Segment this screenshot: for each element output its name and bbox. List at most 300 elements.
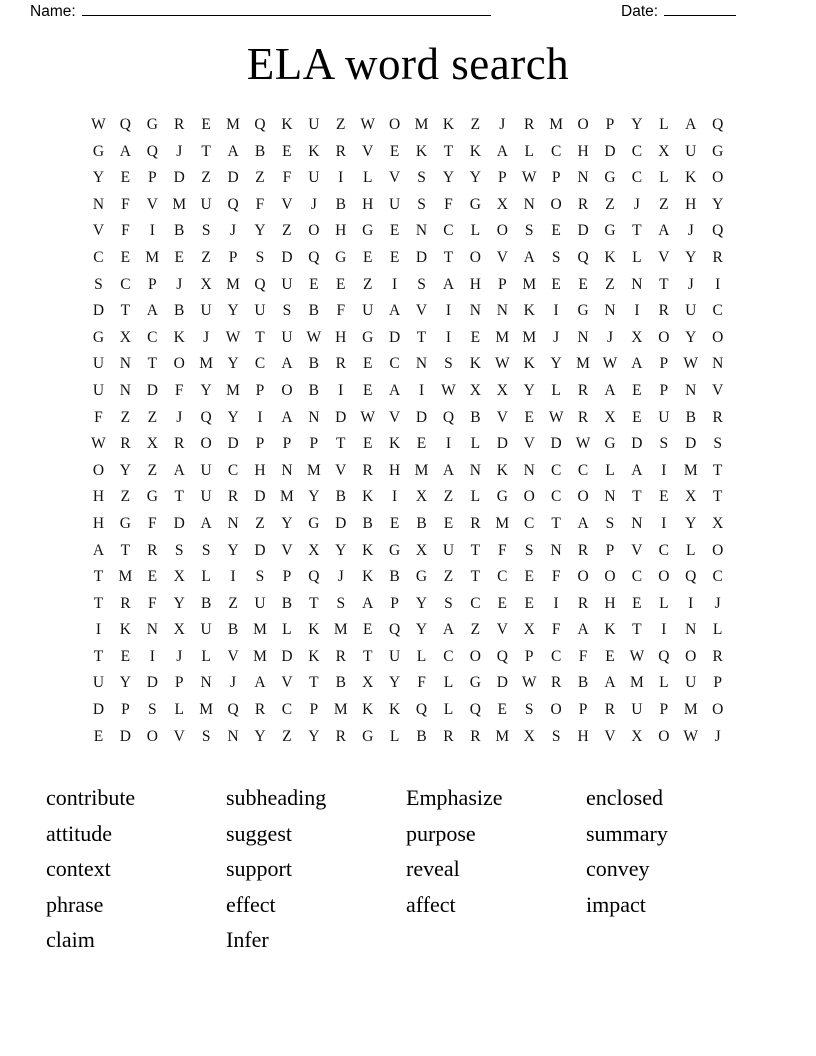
date-blank-rule[interactable] xyxy=(664,2,736,16)
grid-letter[interactable]: E xyxy=(362,381,373,399)
grid-letter[interactable]: N xyxy=(415,222,428,240)
grid-letter[interactable]: D xyxy=(281,248,293,266)
grid-letter[interactable]: B xyxy=(308,355,319,373)
grid-letter[interactable]: O xyxy=(469,248,481,266)
grid-letter[interactable]: Y xyxy=(173,594,185,612)
grid-letter[interactable]: G xyxy=(604,435,616,453)
grid-letter[interactable]: Z xyxy=(255,514,265,532)
grid-letter[interactable]: Y xyxy=(227,302,239,320)
grid-letter[interactable]: W xyxy=(629,647,645,665)
grid-letter[interactable]: M xyxy=(145,248,160,266)
grid-letter[interactable]: L xyxy=(470,222,481,240)
grid-letter[interactable]: G xyxy=(146,488,158,506)
grid-letter[interactable]: Q xyxy=(254,275,266,293)
grid-letter[interactable]: I xyxy=(149,647,155,665)
grid-letter[interactable]: H xyxy=(604,594,616,612)
grid-letter[interactable]: S xyxy=(255,248,265,266)
grid-letter[interactable]: Q xyxy=(469,701,481,719)
grid-letter[interactable]: M xyxy=(576,355,590,373)
grid-letter[interactable]: W xyxy=(91,116,106,133)
grid-letter[interactable]: E xyxy=(336,275,346,293)
grid-letter[interactable]: R xyxy=(254,701,266,719)
grid-letter[interactable]: A xyxy=(281,408,293,426)
grid-letter[interactable]: X xyxy=(308,541,320,559)
grid-letter[interactable]: W xyxy=(494,355,510,373)
grid-letter[interactable]: D xyxy=(254,541,266,559)
grid-letter[interactable]: K xyxy=(685,169,697,187)
grid-letter[interactable]: T xyxy=(416,328,427,346)
grid-letter[interactable]: K xyxy=(604,621,616,639)
grid-letter[interactable]: R xyxy=(470,514,481,532)
grid-letter[interactable]: J xyxy=(714,727,721,745)
grid-letter[interactable]: X xyxy=(173,621,185,639)
grid-letter[interactable]: L xyxy=(686,541,696,559)
grid-letter[interactable]: O xyxy=(550,195,562,213)
grid-letter[interactable]: M xyxy=(630,674,644,692)
grid-letter[interactable]: H xyxy=(389,461,401,479)
grid-letter[interactable]: E xyxy=(524,594,534,612)
grid-letter[interactable]: G xyxy=(362,727,374,745)
grid-letter[interactable]: A xyxy=(631,461,643,479)
grid-letter[interactable]: L xyxy=(282,621,292,639)
grid-letter[interactable]: X xyxy=(173,568,185,586)
grid-letter[interactable]: F xyxy=(336,302,346,320)
grid-letter[interactable]: K xyxy=(362,488,374,506)
grid-letter[interactable]: R xyxy=(147,541,158,559)
grid-letter[interactable]: E xyxy=(93,727,104,745)
grid-letter[interactable]: D xyxy=(389,328,401,346)
grid-letter[interactable]: S xyxy=(201,222,211,240)
word-list-item[interactable]: summary xyxy=(586,820,668,846)
grid-letter[interactable]: R xyxy=(174,435,185,453)
name-field[interactable] xyxy=(30,2,491,21)
grid-letter[interactable]: A xyxy=(496,142,508,160)
grid-letter[interactable]: E xyxy=(389,222,400,240)
grid-letter[interactable]: X xyxy=(119,328,131,346)
grid-letter[interactable]: N xyxy=(577,328,589,346)
grid-letter[interactable]: D xyxy=(254,488,266,506)
grid-letter[interactable]: O xyxy=(658,727,670,745)
grid-letter[interactable]: D xyxy=(335,514,347,532)
grid-letter[interactable]: U xyxy=(254,594,266,612)
grid-letter[interactable]: D xyxy=(227,169,239,187)
grid-letter[interactable]: T xyxy=(174,488,184,506)
grid-letter[interactable]: N xyxy=(308,408,320,426)
grid-letter[interactable]: B xyxy=(308,381,319,399)
grid-letter[interactable]: P xyxy=(147,275,157,293)
grid-letter[interactable]: V xyxy=(281,674,293,692)
grid-letter[interactable]: I xyxy=(661,461,667,479)
grid-letter[interactable]: H xyxy=(254,461,266,479)
grid-letter[interactable]: J xyxy=(553,328,560,346)
grid-letter[interactable]: U xyxy=(362,302,374,320)
grid-letter[interactable]: F xyxy=(94,408,103,426)
grid-letter[interactable]: B xyxy=(174,222,185,240)
grid-letter[interactable]: D xyxy=(227,435,239,453)
grid-letter[interactable]: O xyxy=(577,488,589,506)
grid-letter[interactable]: M xyxy=(414,461,429,479)
grid-letter[interactable]: Q xyxy=(577,248,589,266)
grid-letter[interactable]: G xyxy=(308,514,320,532)
grid-letter[interactable]: T xyxy=(120,302,131,320)
grid-letter[interactable]: N xyxy=(119,381,131,399)
grid-letter[interactable]: L xyxy=(174,701,184,719)
grid-letter[interactable]: S xyxy=(551,248,561,266)
grid-letter[interactable]: N xyxy=(496,302,508,320)
grid-letter[interactable]: W xyxy=(575,435,591,453)
grid-letter[interactable]: R xyxy=(470,727,481,745)
grid-letter[interactable]: V xyxy=(227,647,239,665)
word-list-item[interactable]: support xyxy=(226,856,292,882)
grid-letter[interactable]: U xyxy=(92,381,105,399)
grid-letter[interactable]: F xyxy=(121,195,130,213)
grid-letter[interactable]: K xyxy=(308,142,320,160)
grid-letter[interactable]: U xyxy=(685,674,697,692)
grid-letter[interactable]: D xyxy=(173,514,185,532)
grid-letter[interactable]: K xyxy=(173,328,185,346)
grid-letter[interactable]: Y xyxy=(523,381,535,399)
word-search-grid[interactable] xyxy=(85,112,731,750)
grid-letter[interactable]: K xyxy=(604,248,616,266)
grid-letter[interactable]: W xyxy=(683,355,699,373)
grid-letter[interactable]: J xyxy=(714,594,721,612)
grid-letter[interactable]: T xyxy=(712,488,723,506)
grid-letter[interactable]: O xyxy=(200,435,212,453)
grid-letter[interactable]: P xyxy=(497,169,507,187)
grid-letter[interactable]: K xyxy=(362,701,374,719)
grid-letter[interactable]: P xyxy=(255,381,265,399)
grid-letter[interactable]: Y xyxy=(631,116,643,133)
grid-letter[interactable]: M xyxy=(333,621,348,639)
grid-letter[interactable]: S xyxy=(659,435,669,453)
grid-letter[interactable]: T xyxy=(93,647,104,665)
grid-letter[interactable]: X xyxy=(631,727,643,745)
grid-letter[interactable]: W xyxy=(225,328,241,346)
grid-letter[interactable]: R xyxy=(712,647,723,665)
grid-letter[interactable]: N xyxy=(631,514,643,532)
grid-letter[interactable]: E xyxy=(416,435,427,453)
grid-letter[interactable]: R xyxy=(524,116,535,133)
word-list-item[interactable]: reveal xyxy=(406,856,460,882)
grid-letter[interactable]: U xyxy=(281,275,293,293)
grid-letter[interactable]: M xyxy=(683,461,698,479)
grid-letter[interactable]: B xyxy=(174,302,185,320)
grid-letter[interactable]: W xyxy=(360,116,375,133)
grid-letter[interactable]: C xyxy=(443,647,454,665)
grid-letter[interactable]: V xyxy=(712,381,724,399)
grid-letter[interactable]: T xyxy=(309,594,319,612)
grid-letter[interactable]: A xyxy=(604,381,616,399)
grid-letter[interactable]: F xyxy=(147,594,157,612)
grid-letter[interactable]: L xyxy=(712,621,723,639)
grid-letter[interactable]: M xyxy=(522,275,537,293)
grid-letter[interactable]: J xyxy=(687,222,694,240)
grid-letter[interactable]: Y xyxy=(254,222,266,240)
grid-letter[interactable]: S xyxy=(201,727,211,745)
grid-letter[interactable]: P xyxy=(174,674,184,692)
word-list-item[interactable]: suggest xyxy=(226,820,292,846)
grid-letter[interactable]: J xyxy=(230,674,237,692)
grid-letter[interactable]: V xyxy=(658,248,670,266)
grid-letter[interactable]: F xyxy=(551,568,561,586)
grid-letter[interactable]: Y xyxy=(685,328,697,346)
grid-letter[interactable]: U xyxy=(92,355,105,373)
grid-letter[interactable]: S xyxy=(417,169,426,187)
grid-letter[interactable]: B xyxy=(362,514,373,532)
grid-letter[interactable]: B xyxy=(227,621,239,639)
grid-letter[interactable]: Y xyxy=(442,169,455,187)
word-list-item[interactable]: purpose xyxy=(406,820,476,846)
grid-letter[interactable]: L xyxy=(524,142,534,160)
grid-letter[interactable]: E xyxy=(362,435,373,453)
word-list-item[interactable]: Infer xyxy=(226,927,269,953)
grid-letter[interactable]: Q xyxy=(200,408,212,426)
grid-letter[interactable]: T xyxy=(632,222,642,240)
grid-letter[interactable]: G xyxy=(496,488,508,506)
word-list-item[interactable]: subheading xyxy=(226,785,327,810)
grid-letter[interactable]: H xyxy=(362,195,374,213)
grid-letter[interactable]: O xyxy=(577,568,589,586)
grid-letter[interactable]: Z xyxy=(336,116,346,133)
grid-letter[interactable]: C xyxy=(227,461,239,479)
word-list-item[interactable]: attitude xyxy=(46,820,112,846)
grid-letter[interactable]: Q xyxy=(227,195,239,213)
grid-letter[interactable]: D xyxy=(496,435,508,453)
grid-letter[interactable]: A xyxy=(200,514,212,532)
grid-letter[interactable]: L xyxy=(443,701,454,719)
grid-letter[interactable]: E xyxy=(389,248,400,266)
grid-letter[interactable]: A xyxy=(362,594,374,612)
grid-letter[interactable]: F xyxy=(578,647,588,665)
grid-letter[interactable]: Q xyxy=(254,116,266,133)
grid-letter[interactable]: V xyxy=(631,541,643,559)
grid-letter[interactable]: J xyxy=(176,275,183,293)
grid-letter[interactable]: Z xyxy=(228,594,238,612)
grid-letter[interactable]: N xyxy=(200,674,212,692)
grid-letter[interactable]: X xyxy=(362,674,374,692)
grid-letter[interactable]: X xyxy=(496,381,508,399)
grid-letter[interactable]: E xyxy=(389,514,400,532)
grid-letter[interactable]: T xyxy=(120,541,131,559)
grid-letter[interactable]: Y xyxy=(308,488,320,506)
grid-letter[interactable]: Z xyxy=(201,248,211,266)
grid-letter[interactable]: D xyxy=(335,408,347,426)
grid-letter[interactable]: L xyxy=(659,116,669,133)
grid-letter[interactable]: P xyxy=(659,701,669,719)
grid-letter[interactable]: V xyxy=(92,222,105,240)
grid-letter[interactable]: G xyxy=(577,302,589,320)
grid-letter[interactable]: L xyxy=(551,381,561,399)
grid-letter[interactable]: O xyxy=(92,461,105,479)
grid-letter[interactable]: M xyxy=(522,328,537,346)
grid-letter[interactable]: E xyxy=(551,222,561,240)
grid-letter[interactable]: A xyxy=(523,248,535,266)
grid-letter[interactable]: Y xyxy=(469,169,481,187)
grid-letter[interactable]: O xyxy=(523,488,535,506)
grid-letter[interactable]: X xyxy=(496,195,508,213)
word-list-item[interactable]: enclosed xyxy=(586,785,663,810)
grid-letter[interactable]: B xyxy=(389,568,400,586)
grid-letter[interactable]: U xyxy=(442,541,455,559)
grid-letter[interactable]: I xyxy=(661,514,667,532)
grid-letter[interactable]: R xyxy=(362,461,373,479)
grid-letter[interactable]: Y xyxy=(254,727,266,745)
grid-letter[interactable]: I xyxy=(715,275,721,293)
grid-letter[interactable]: C xyxy=(631,169,643,187)
grid-letter[interactable]: D xyxy=(415,408,428,426)
grid-letter[interactable]: D xyxy=(685,435,697,453)
grid-letter[interactable]: D xyxy=(146,381,158,399)
grid-letter[interactable]: L xyxy=(605,461,615,479)
grid-letter[interactable]: F xyxy=(147,514,157,532)
grid-letter[interactable]: X xyxy=(631,328,643,346)
grid-letter[interactable]: T xyxy=(632,621,642,639)
grid-letter[interactable]: O xyxy=(712,541,724,559)
grid-letter[interactable]: U xyxy=(200,195,212,213)
word-list-item[interactable]: affect xyxy=(406,891,456,917)
grid-letter[interactable]: Z xyxy=(470,116,481,133)
grid-letter[interactable]: Y xyxy=(92,169,105,187)
grid-letter[interactable]: D xyxy=(604,142,616,160)
grid-letter[interactable]: C xyxy=(470,594,481,612)
grid-letter[interactable]: U xyxy=(389,195,401,213)
grid-letter[interactable]: Z xyxy=(605,275,615,293)
grid-letter[interactable]: C xyxy=(389,355,400,373)
grid-letter[interactable]: E xyxy=(362,248,373,266)
grid-letter[interactable]: N xyxy=(469,461,481,479)
grid-letter[interactable]: T xyxy=(93,568,104,586)
grid-letter[interactable]: B xyxy=(470,408,481,426)
grid-letter[interactable]: H xyxy=(469,275,481,293)
grid-letter[interactable]: A xyxy=(389,381,401,399)
grid-letter[interactable]: L xyxy=(389,727,400,745)
grid-letter[interactable]: A xyxy=(119,142,131,160)
grid-letter[interactable]: A xyxy=(389,302,401,320)
grid-letter[interactable]: N xyxy=(685,381,697,399)
grid-letter[interactable]: I xyxy=(418,381,425,399)
grid-letter[interactable]: C xyxy=(712,302,723,320)
grid-letter[interactable]: K xyxy=(415,142,428,160)
grid-letter[interactable]: V xyxy=(523,435,535,453)
grid-letter[interactable]: C xyxy=(550,461,562,479)
grid-letter[interactable]: P xyxy=(659,381,669,399)
grid-letter[interactable]: H xyxy=(577,727,589,745)
grid-letter[interactable]: G xyxy=(469,674,481,692)
grid-letter[interactable]: W xyxy=(91,435,106,453)
grid-letter[interactable]: A xyxy=(281,355,293,373)
grid-letter[interactable]: Y xyxy=(227,408,239,426)
grid-letter[interactable]: X xyxy=(685,488,697,506)
grid-letter[interactable]: W xyxy=(602,355,618,373)
grid-letter[interactable]: Q xyxy=(658,647,670,665)
grid-letter[interactable]: P xyxy=(309,435,319,453)
grid-letter[interactable]: R xyxy=(335,727,346,745)
grid-letter[interactable]: B xyxy=(335,195,346,213)
grid-letter[interactable]: B xyxy=(416,727,427,745)
grid-letter[interactable]: Y xyxy=(227,355,239,373)
grid-letter[interactable]: M xyxy=(172,195,187,213)
grid-letter[interactable]: Y xyxy=(200,381,212,399)
grid-letter[interactable]: O xyxy=(496,222,508,240)
grid-letter[interactable]: Q xyxy=(712,116,724,133)
grid-letter[interactable]: R xyxy=(227,488,239,506)
grid-letter[interactable]: A xyxy=(577,514,589,532)
grid-letter[interactable]: M xyxy=(414,116,429,133)
grid-letter[interactable]: H xyxy=(92,488,105,506)
grid-letter[interactable]: A xyxy=(604,674,616,692)
grid-letter[interactable]: W xyxy=(360,408,375,426)
grid-letter[interactable]: E xyxy=(282,142,292,160)
grid-letter[interactable]: E xyxy=(659,488,669,506)
grid-letter[interactable]: U xyxy=(281,328,293,346)
grid-letter[interactable]: M xyxy=(495,514,510,532)
grid-letter[interactable]: G xyxy=(146,116,158,133)
grid-letter[interactable]: D xyxy=(173,169,185,187)
grid-letter[interactable]: P xyxy=(551,169,561,187)
grid-letter[interactable]: N xyxy=(604,488,616,506)
grid-letter[interactable]: F xyxy=(121,222,130,240)
grid-letter[interactable]: S xyxy=(417,275,426,293)
grid-letter[interactable]: C xyxy=(631,568,643,586)
grid-letter[interactable]: G xyxy=(415,568,428,586)
grid-letter[interactable]: R xyxy=(335,355,346,373)
grid-letter[interactable]: E xyxy=(524,408,534,426)
grid-letter[interactable]: M xyxy=(280,488,294,506)
grid-letter[interactable]: L xyxy=(470,435,481,453)
grid-letter[interactable]: T xyxy=(470,568,481,586)
grid-letter[interactable]: G xyxy=(389,541,401,559)
grid-letter[interactable]: U xyxy=(685,142,697,160)
grid-letter[interactable]: W xyxy=(521,674,537,692)
grid-letter[interactable]: C xyxy=(658,541,669,559)
grid-letter[interactable]: O xyxy=(281,381,293,399)
grid-letter[interactable]: Q xyxy=(496,647,508,665)
grid-letter[interactable]: J xyxy=(176,647,183,665)
grid-letter[interactable]: Z xyxy=(282,727,292,745)
grid-letter[interactable]: C xyxy=(497,568,508,586)
grid-letter[interactable]: V xyxy=(335,461,347,479)
grid-letter[interactable]: K xyxy=(308,647,320,665)
grid-letter[interactable]: Q xyxy=(685,568,697,586)
grid-letter[interactable]: O xyxy=(308,222,320,240)
grid-letter[interactable]: G xyxy=(469,195,481,213)
grid-letter[interactable]: B xyxy=(200,594,212,612)
grid-letter[interactable]: R xyxy=(443,727,454,745)
grid-letter[interactable]: J xyxy=(499,116,506,133)
grid-letter[interactable]: Z xyxy=(443,568,454,586)
grid-letter[interactable]: Z xyxy=(659,195,669,213)
grid-letter[interactable]: I xyxy=(553,594,559,612)
grid-letter[interactable]: U xyxy=(631,701,643,719)
grid-letter[interactable]: U xyxy=(254,302,266,320)
grid-letter[interactable]: O xyxy=(550,701,562,719)
grid-letter[interactable]: T xyxy=(147,355,158,373)
grid-letter[interactable]: Y xyxy=(389,674,401,692)
grid-letter[interactable]: D xyxy=(415,248,428,266)
grid-letter[interactable]: P xyxy=(282,435,292,453)
grid-letter[interactable]: E xyxy=(309,275,319,293)
grid-letter[interactable]: C xyxy=(550,488,562,506)
word-list-item[interactable]: convey xyxy=(586,856,650,882)
grid-letter[interactable]: R xyxy=(604,701,616,719)
grid-letter[interactable]: Y xyxy=(685,248,697,266)
grid-letter[interactable]: E xyxy=(497,594,508,612)
grid-letter[interactable]: R xyxy=(550,674,562,692)
grid-letter[interactable]: C xyxy=(550,142,562,160)
grid-letter[interactable]: S xyxy=(524,701,534,719)
grid-letter[interactable]: E xyxy=(470,328,481,346)
grid-letter[interactable]: G xyxy=(604,222,616,240)
